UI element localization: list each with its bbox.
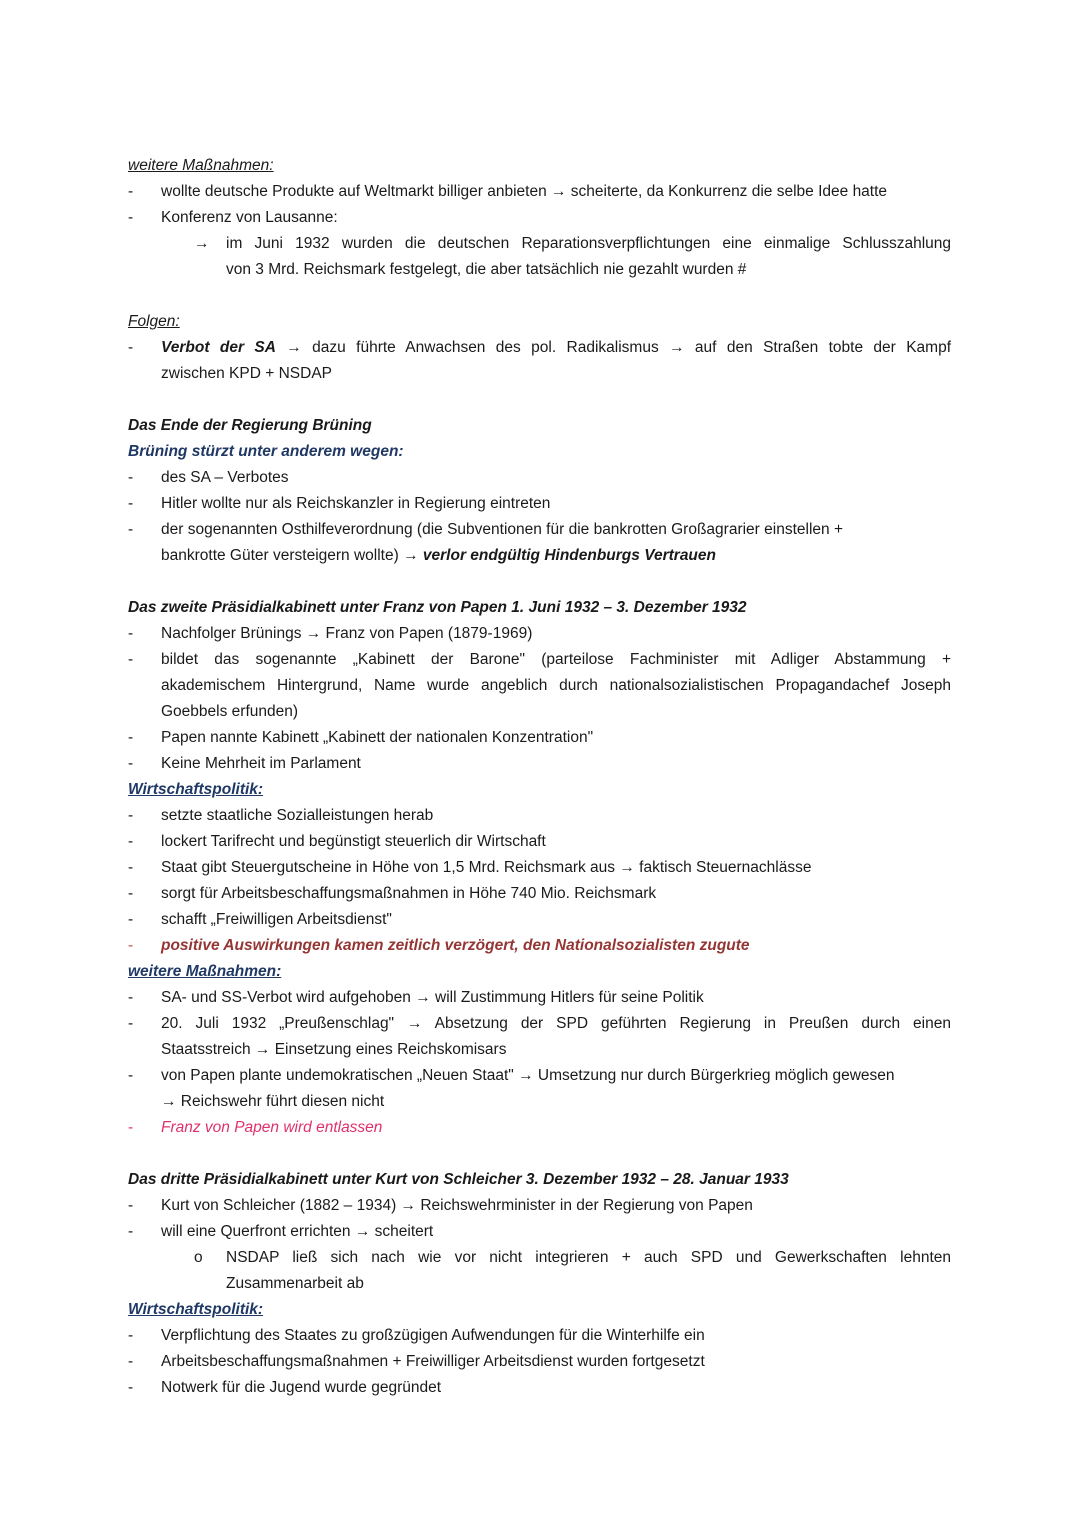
list-item: - 20. Juli 1932 „Preußenschlag" → Absetzung der SPD geführten Regierung in Preußen durch einen (128, 1015, 951, 1032)
list-item-continuation: zwischen KPD + NSDAP (161, 365, 332, 382)
section-heading-folgen: Folgen: (128, 313, 180, 330)
list-item: - der sogenannten Osthilfeverordnung (die Subventionen für die bankrotten Großagrarier einstellen + (128, 521, 843, 538)
section-title-ende-bruening: Das Ende der Regierung Brüning (128, 417, 372, 434)
list-item: - sorgt für Arbeitsbeschaffungsmaßnahmen in Höhe 740 Mio. Reichsmark (128, 885, 657, 902)
list-item-continuation: → Reichswehr führt diesen nicht (161, 1093, 385, 1110)
list-item-continuation: akademischem Hintergrund, Name wurde angeblich durch nationalsozialistischen Propagandachef Joseph (161, 677, 951, 694)
list-item: - wollte deutsche Produkte auf Weltmarkt billiger anbieten → scheiterte, da Konkurrenz die selbe Idee hatte (128, 183, 888, 200)
section-heading-weitere-massnahmen-papen: weitere Maßnahmen: (128, 963, 282, 980)
list-item: - Hitler wollte nur als Reichskanzler in Regierung eintreten (128, 495, 551, 512)
list-item: - Verpflichtung des Staates zu großzügigen Aufwendungen für die Winterhilfe ein (128, 1327, 705, 1344)
section-title-papen: Das zweite Präsidialkabinett unter Franz von Papen 1. Juni 1932 – 3. Dezember 1932 (128, 599, 747, 616)
sub-list-item-continuation: von 3 Mrd. Reichsmark festgelegt, die aber tatsächlich nie gezahlt wurden # (226, 261, 747, 278)
list-item: - bildet das sogenannte „Kabinett der Barone" (parteilose Fachminister mit Adliger Abstammung + (128, 651, 951, 668)
section-heading-wirtschaftspolitik-schleicher: Wirtschaftspolitik: (128, 1301, 264, 1318)
list-item: - Papen nannte Kabinett „Kabinett der nationalen Konzentration" (128, 729, 594, 746)
sub-list-item: → im Juni 1932 wurden die deutschen Reparationsverpflichtungen eine einmalige Schlusszahlung (128, 231, 951, 257)
list-item: - setzte staatliche Sozialleistungen herab (128, 807, 434, 824)
sub-list-item: o NSDAP ließ sich nach wie vor nicht integrieren + auch SPD und Gewerkschaften lehnten (128, 1245, 951, 1271)
list-item-continuation: Staatsstreich → Einsetzung eines Reichskomisars (161, 1041, 507, 1058)
list-item: - lockert Tarifrecht und begünstigt steuerlich dir Wirtschaft (128, 833, 546, 850)
arrow-icon: → (194, 235, 210, 252)
list-item-continuation: Goebbels erfunden) (161, 703, 299, 720)
list-item-highlight: - positive Auswirkungen kamen zeitlich verzögert, den Nationalsozialisten zugute (128, 937, 750, 954)
section-heading-weitere-massnahmen: weitere Maßnahmen: (128, 157, 274, 174)
section-heading-wirtschaftspolitik-papen: Wirtschaftspolitik: (128, 781, 264, 798)
list-item: - des SA – Verbotes (128, 469, 289, 486)
list-item: - Staat gibt Steuergutscheine in Höhe von 1,5 Mrd. Reichsmark aus → faktisch Steuernachlässe (128, 859, 812, 876)
list-item: - Kurt von Schleicher (1882 – 1934) → Reichswehrminister in der Regierung von Papen (128, 1197, 753, 1214)
list-item-highlight: - Franz von Papen wird entlassen (128, 1119, 383, 1136)
list-item: - schafft „Freiwilligen Arbeitsdienst" (128, 911, 392, 928)
circle-bullet-icon: o (194, 1249, 203, 1266)
list-item: - Arbeitsbeschaffungsmaßnahmen + Freiwilliger Arbeitsdienst wurden fortgesetzt (128, 1353, 705, 1370)
document-body (128, 153, 951, 1401)
list-item: - will eine Querfront errichten → scheitert (128, 1223, 434, 1240)
list-item: - Nachfolger Brünings → Franz von Papen (1879-1969) (128, 625, 533, 642)
section-title-schleicher: Das dritte Präsidialkabinett unter Kurt von Schleicher 3. Dezember 1932 – 28. Januar 1933 (128, 1171, 789, 1188)
list-item: - Verbot der SA → dazu führte Anwachsen des pol. Radikalismus → auf den Straßen tobte der Kampf (128, 339, 952, 356)
sub-list-item-continuation: Zusammenarbeit ab (226, 1275, 364, 1292)
section-subtitle-bruening: Brüning stürzt unter anderem wegen: (128, 443, 404, 460)
list-item: - Notwerk für die Jugend wurde gegründet (128, 1379, 442, 1396)
list-item-continuation: bankrotte Güter versteigern wollte) → verlor endgültig Hindenburgs Vertrauen (161, 547, 716, 564)
list-item: - von Papen plante undemokratischen „Neuen Staat" → Umsetzung nur durch Bürgerkrieg möglich gewesen (128, 1067, 895, 1084)
list-item: - Keine Mehrheit im Parlament (128, 755, 361, 772)
list-item: - Konferenz von Lausanne: (128, 209, 338, 226)
list-item: - SA- und SS-Verbot wird aufgehoben → will Zustimmung Hitlers für seine Politik (128, 989, 704, 1006)
